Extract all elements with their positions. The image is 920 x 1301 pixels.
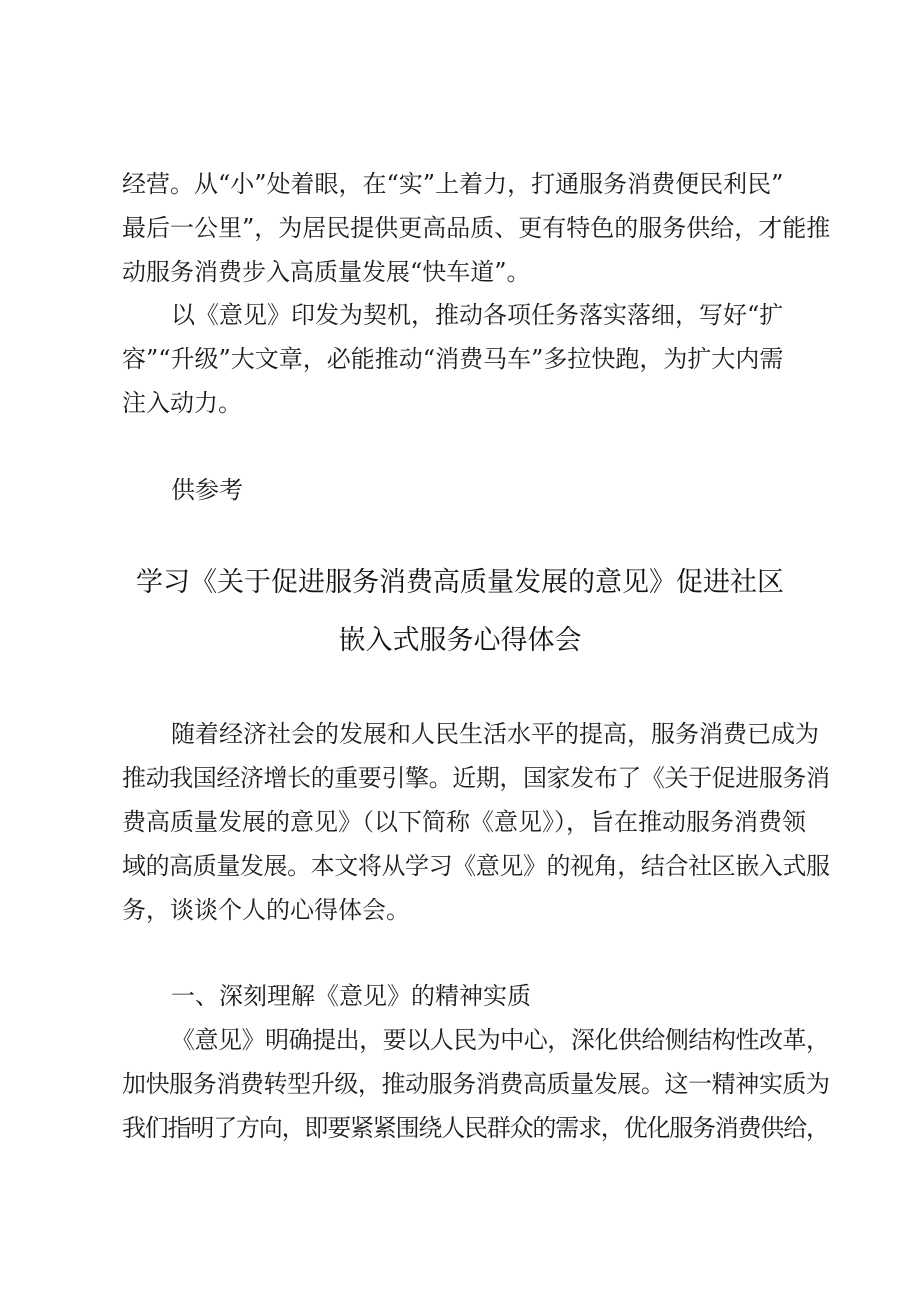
body-line: 推动我国经济增长的重要引擎。近期，国家发布了《关于促进服务消: [122, 764, 830, 792]
paragraph-line: 经营。从“小”处着眼，在“实”上着力，打通服务消费便民利民”: [122, 170, 784, 198]
paragraph-line: 动服务消费步入高质量发展“快车道”。: [122, 258, 531, 286]
body-line: 我们指明了方向，即要紧紧围绕人民群众的需求，优化服务消费供给，: [122, 1114, 829, 1142]
body-line: 随着经济社会的发展和人民生活水平的提高，服务消费已成为: [171, 720, 819, 748]
paragraph-line: 注入动力。: [122, 389, 242, 417]
paragraph-line: 最后一公里”，为居民提供更高品质、更有特色的服务供给，才能推: [122, 214, 831, 242]
body-line: 加快服务消费转型升级，推动服务消费高质量发展。这一精神实质为: [122, 1070, 830, 1098]
body-line: 《意见》明确提出，要以人民为中心，深化供给侧结构性改革，: [171, 1026, 830, 1054]
article-title-line-1: 学习《关于促进服务消费高质量发展的意见》促进社区: [136, 567, 784, 598]
paragraph-line: 容”“升级”大文章，必能推动“消费马车”多拉快跑，为扩大内需: [122, 345, 784, 373]
reference-note: 供参考: [171, 476, 243, 504]
paragraph-line: 以《意见》印发为契机，推动各项任务落实落细，写好“扩: [171, 301, 784, 329]
section-heading: 一、深刻理解《意见》的精神实质: [171, 982, 531, 1010]
article-title-line-2: 嵌入式服务心得体会: [338, 625, 582, 656]
body-line: 务，谈谈个人的心得体会。: [122, 896, 410, 924]
body-line: 域的高质量发展。本文将从学习《意见》的视角，结合社区嵌入式服: [122, 852, 830, 880]
body-line: 费高质量发展的意见》（以下简称《意见》），旨在推动服务消费领: [122, 808, 806, 836]
